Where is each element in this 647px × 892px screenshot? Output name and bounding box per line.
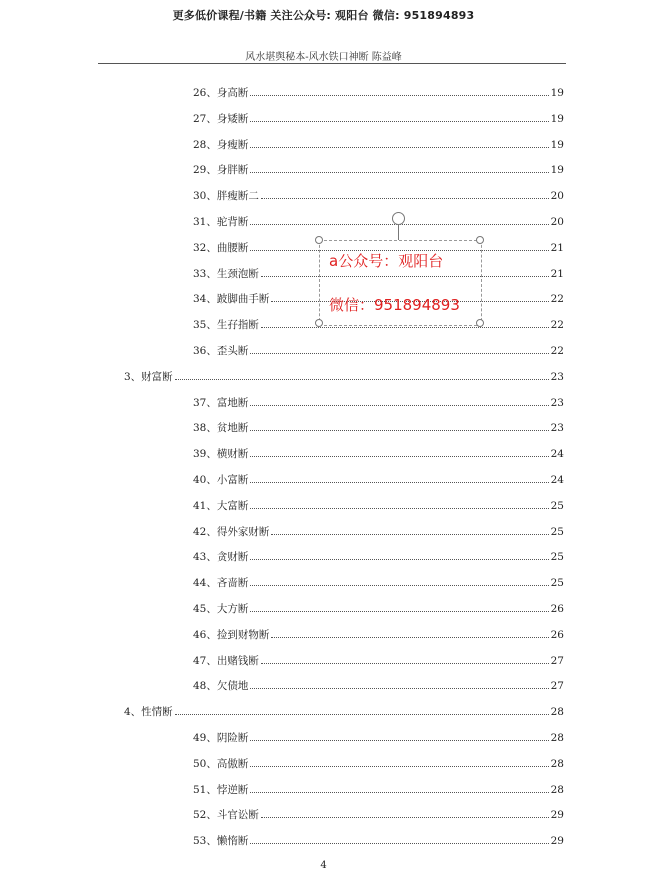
toc-label: 31、驼背断 xyxy=(193,216,249,228)
toc-entry-row[interactable] xyxy=(193,654,564,668)
toc-leader-dots xyxy=(271,637,548,638)
header-divider xyxy=(98,63,566,64)
toc-page-number: 28 xyxy=(550,732,564,744)
toc-label: 43、贪财断 xyxy=(193,551,249,564)
toc-leader-dots xyxy=(261,327,549,328)
toc-entry-row[interactable] xyxy=(193,499,564,513)
watermark-line-1: a公众号：观阳台 xyxy=(329,252,444,270)
toc-leader-dots xyxy=(250,353,548,354)
toc-entry-row[interactable] xyxy=(193,525,564,539)
toc-page-number: 21 xyxy=(550,267,564,280)
toc-entry-row[interactable] xyxy=(193,138,564,152)
toc-entry-row[interactable] xyxy=(193,421,564,435)
toc-leader-dots xyxy=(250,740,548,741)
toc-leader-dots xyxy=(250,792,548,793)
toc-leader-dots xyxy=(261,663,549,664)
toc-page-number: 27 xyxy=(550,680,564,693)
toc-leader-dots xyxy=(250,430,548,431)
toc-label: 46、捡到财物断 xyxy=(193,628,270,641)
toc-entry-row[interactable] xyxy=(193,447,564,461)
toc-leader-dots xyxy=(261,198,549,199)
toc-entry-row[interactable] xyxy=(193,628,564,642)
toc-label: 34、跛脚曲手断 xyxy=(193,293,270,306)
toc-leader-dots xyxy=(175,379,549,380)
toc-page-number: 22 xyxy=(550,345,564,357)
toc-label: 42、得外家财断 xyxy=(193,525,270,538)
watermark-line-2: 微信：951894893 xyxy=(329,296,460,314)
toc-page-number: 26 xyxy=(550,603,564,615)
toc-leader-dots xyxy=(250,843,548,844)
toc-section-row[interactable] xyxy=(124,370,564,384)
toc-entry-row[interactable] xyxy=(193,602,564,616)
toc-leader-dots xyxy=(250,482,548,483)
toc-leader-dots xyxy=(250,121,548,122)
rotate-handle[interactable] xyxy=(392,212,405,225)
document-header-title: 风水堪舆秘本-风水铁口神断 陈益峰 xyxy=(245,52,402,63)
toc-page-number: 24 xyxy=(550,474,564,486)
toc-page-number: 25 xyxy=(550,551,564,564)
toc-entry-row[interactable] xyxy=(193,731,564,745)
toc-section-row[interactable] xyxy=(124,705,564,719)
page-number: 4 xyxy=(320,860,327,871)
toc-entry-row[interactable] xyxy=(193,783,564,797)
toc-entry-row[interactable] xyxy=(193,576,564,590)
toc-leader-dots xyxy=(250,95,548,96)
toc-page-number: 20 xyxy=(550,190,564,203)
toc-label: 44、吝啬断 xyxy=(193,577,249,590)
toc-leader-dots xyxy=(250,611,548,612)
toc-label: 45、大方断 xyxy=(193,603,249,615)
toc-entry-row[interactable] xyxy=(193,189,564,203)
toc-label: 32、曲腰断 xyxy=(193,241,249,254)
toc-entry-row[interactable] xyxy=(193,808,564,822)
toc-label: 39、横财断 xyxy=(193,448,249,461)
toc-page-number: 24 xyxy=(550,448,564,461)
toc-label: 47、出赌钱断 xyxy=(193,654,259,667)
toc-label: 30、胖瘦断二 xyxy=(193,190,259,203)
toc-leader-dots xyxy=(250,147,548,148)
toc-page-number: 29 xyxy=(550,809,564,822)
toc-leader-dots xyxy=(175,714,549,715)
resize-handle-top-right[interactable] xyxy=(476,236,484,244)
toc-leader-dots xyxy=(271,534,548,535)
resize-handle-bottom-right[interactable] xyxy=(476,319,484,327)
toc-page-number: 28 xyxy=(550,757,564,770)
toc-label: 29、身胖断 xyxy=(193,164,249,177)
toc-leader-dots xyxy=(250,688,548,689)
toc-label: 36、歪头断 xyxy=(193,345,249,357)
toc-label: 38、贫地断 xyxy=(193,422,249,435)
toc-leader-dots xyxy=(250,766,548,767)
toc-leader-dots xyxy=(250,559,548,560)
toc-entry-row[interactable] xyxy=(193,344,564,358)
toc-page-number: 20 xyxy=(550,216,564,228)
toc-label: 50、高傲断 xyxy=(193,757,249,770)
toc-label: 3、财富断 xyxy=(124,370,173,383)
toc-entry-row[interactable] xyxy=(193,757,564,771)
toc-leader-dots xyxy=(261,817,549,818)
toc-label: 28、身瘦断 xyxy=(193,138,249,151)
toc-page-number: 25 xyxy=(550,577,564,590)
toc-page-number: 19 xyxy=(550,112,564,125)
toc-label: 33、生颈泡断 xyxy=(193,267,259,280)
toc-label: 51、悖逆断 xyxy=(193,783,249,796)
resize-handle-top-left[interactable] xyxy=(315,236,323,244)
toc-label: 26、身高断 xyxy=(193,87,249,99)
toc-leader-dots xyxy=(250,585,548,586)
toc-entry-row[interactable] xyxy=(193,86,564,100)
resize-handle-bottom-left[interactable] xyxy=(315,319,323,327)
toc-page-number: 22 xyxy=(550,319,564,332)
toc-label: 27、身矮断 xyxy=(193,112,249,125)
toc-page-number: 25 xyxy=(550,499,564,512)
toc-entry-row[interactable] xyxy=(193,473,564,487)
toc-entry-row[interactable] xyxy=(193,550,564,564)
toc-page-number: 29 xyxy=(550,835,564,848)
toc-label: 49、阴险断 xyxy=(193,732,249,744)
toc-entry-row[interactable] xyxy=(193,112,564,126)
toc-page-number: 19 xyxy=(550,138,564,151)
toc-page-number: 26 xyxy=(550,628,564,641)
toc-page-number: 23 xyxy=(550,422,564,435)
toc-leader-dots xyxy=(250,456,548,457)
toc-page-number: 22 xyxy=(550,293,564,306)
toc-label: 40、小富断 xyxy=(193,474,249,486)
toc-label: 48、欠债地 xyxy=(193,680,249,693)
toc-entry-row[interactable] xyxy=(193,163,564,177)
promo-banner: 更多低价课程/书籍 关注公众号: 观阳台 微信: 951894893 xyxy=(172,9,475,22)
toc-label: 52、斗官讼断 xyxy=(193,809,259,822)
toc-page-number: 27 xyxy=(550,654,564,667)
toc-entry-row[interactable] xyxy=(193,834,564,848)
toc-entry-row[interactable] xyxy=(193,215,564,229)
toc-entry-row[interactable] xyxy=(193,396,564,410)
toc-label: 37、富地断 xyxy=(193,396,249,409)
toc-leader-dots xyxy=(250,405,548,406)
toc-label: 35、生孖指断 xyxy=(193,319,259,332)
toc-page-number: 23 xyxy=(550,396,564,409)
toc-page-number: 19 xyxy=(550,164,564,177)
toc-entry-row[interactable] xyxy=(193,679,564,693)
toc-label: 41、大富断 xyxy=(193,499,249,512)
toc-page-number: 19 xyxy=(550,87,564,99)
toc-page-number: 21 xyxy=(550,241,564,254)
toc-leader-dots xyxy=(250,172,548,173)
rotate-handle-stem xyxy=(398,224,399,240)
toc-page-number: 28 xyxy=(550,783,564,796)
toc-leader-dots xyxy=(250,508,548,509)
toc-label: 4、性情断 xyxy=(124,706,173,719)
toc-page-number: 23 xyxy=(550,370,564,383)
toc-label: 53、懒惰断 xyxy=(193,835,249,848)
toc-page-number: 25 xyxy=(550,525,564,538)
toc-page-number: 28 xyxy=(550,706,564,719)
